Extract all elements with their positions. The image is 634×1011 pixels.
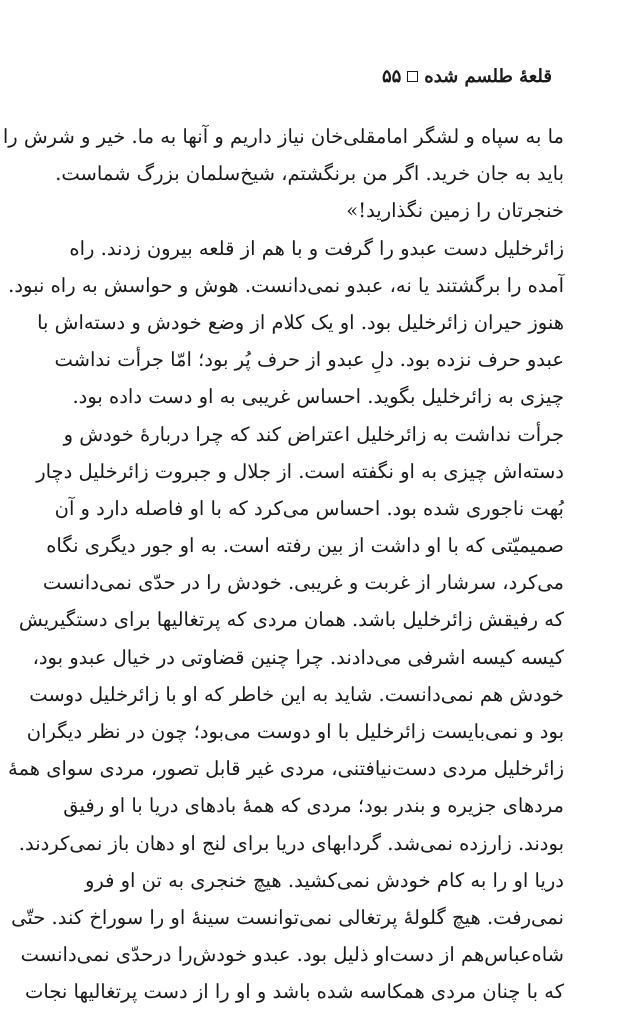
text-line: جرأت نداشت به زائرخلیل اعتراض کند که چرا دربارهٔ خودش و xyxy=(63,422,564,446)
text-line: شاه‌عباس‌هم از دست‌او ذلیل بود. عبدو خودش‌را درحدّی نمی‌دانست xyxy=(20,943,564,967)
text-line: بُهت ناجوری شده بود. احساس می‌کرد که با او فاصله دارد و آن xyxy=(54,496,564,520)
text-line: خنجرتان را زمین نگذارید!» xyxy=(346,199,564,223)
header-separator-box xyxy=(407,71,418,82)
text-line: کیسه کیسه اشرفی می‌دادند. چرا چنین قضاوتی در خیال عبدو بود، xyxy=(32,645,564,669)
text-line: هنوز حیران زائرخلیل بود. او یک کلام از وضع خودش و دسته‌اش با xyxy=(37,310,564,334)
chapter-title: قلعهٔ طلسم شده xyxy=(424,65,552,87)
text-line: دسته‌اش چیزی به او نگفته است. از جلال و جبروت زائرخلیل دچار xyxy=(36,459,564,483)
text-line: زائرخلیل مردی دست‌نیافتنی، مردی غیر قابل تصور، مردی سوای همهٔ xyxy=(7,757,564,781)
text-line: دریا او را به کام خودش نمی‌کشید. هیچ خنجری به تن او فرو xyxy=(84,868,564,892)
text-line: باید به جان خرید. اگر من برنگشتم، شیخ‌سلمان بزرگ شماست. xyxy=(55,162,564,186)
text-line: ما به سپاه و لشگر امامقلی‌خان نیاز داریم و آنها به ما. خیر و شرش را xyxy=(2,125,564,148)
text-line: چیزی به زائرخلیل بگوید. احساس غریبی به او دست داده بود. xyxy=(72,385,564,409)
text-line: که با چنان مردی همکاسه شده باشد و او را از دست پرتغالیها نجات xyxy=(25,980,564,1004)
text-line: نمی‌رفت. هیچ گلولهٔ پرتغالی نمی‌توانست سینهٔ او را سوراخ کند. حتّی xyxy=(11,905,564,929)
text-line: زائرخلیل دست عبدو را گرفت و با هم از قلعه بیرون زدند. راه xyxy=(69,236,564,260)
body-text xyxy=(2,118,564,1011)
text-line: که رفیقش زائرخلیل باشد. همان مردی که پرتغالیها برای دستگیریش xyxy=(18,608,564,632)
text-line: صمیمیّتی که با او داشت از بین رفته است. به او جور دیگری نگاه xyxy=(46,534,564,558)
running-header xyxy=(382,62,552,90)
text-line: می‌کرد، سرشار از غربت و غریبی. خودش را در حدّی نمی‌دانست xyxy=(42,571,564,595)
text-line: بودند. زارزده نمی‌شد. گردابهای دریا برای لنج او دهان باز نمی‌کردند. xyxy=(18,831,564,855)
text-line: بود و نمی‌بایست زائرخلیل با او دوست می‌بود؛ چون در نظر دیگران xyxy=(26,720,564,743)
text-line: مردهای جزیره و بندر بود؛ مردی که همهٔ بادهای دریا با او رفیق xyxy=(63,794,564,818)
page-number: ۵۵ xyxy=(381,65,402,87)
text-line: خودش هم نمی‌دانست. شاید به این خاطر که او با زائرخلیل دوست xyxy=(29,682,564,706)
text-line: آمده را برگشتند یا نه، عبدو نمی‌دانست. هوش و حواسش به راه نبود. xyxy=(8,273,564,297)
text-line: عبدو حرف نزده بود. دلِ عبدو از حرف پُر بود؛ امّا جرأت نداشت xyxy=(54,348,564,372)
